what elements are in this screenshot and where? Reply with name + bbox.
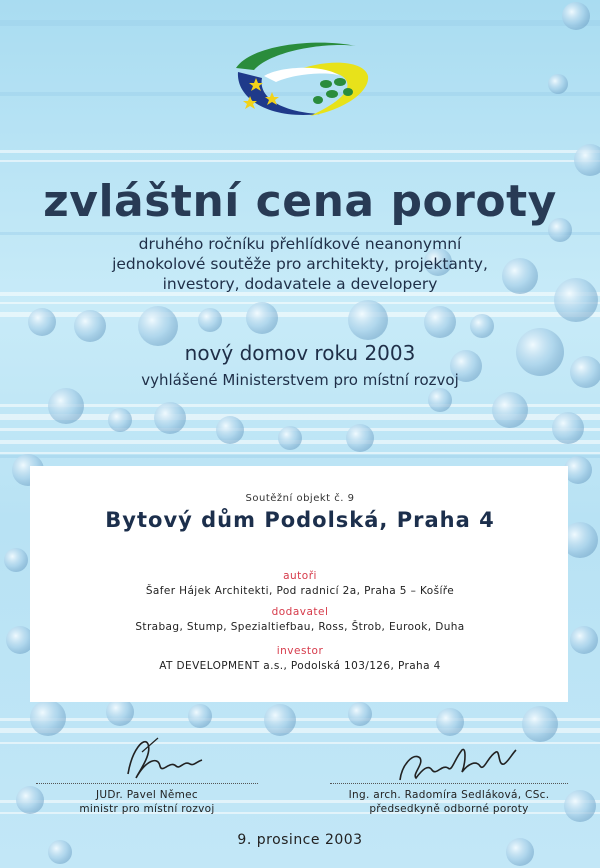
subtitle-line-1: druhého ročníku přehlídkové neanonymní (138, 235, 462, 253)
project-name: Bytový dům Podolská, Praha 4 (105, 508, 495, 532)
subtitle-line-2: jednokolové soutěže pro architekty, projektanty, (112, 255, 488, 273)
authors-label: autoři (283, 570, 317, 582)
competition-object-label: Soutěžní objekt č. 9 (245, 493, 355, 504)
supplier-label: dodavatel (271, 606, 329, 618)
award-name: nový domov roku 2003 (184, 341, 416, 365)
signatory-right-name: Ing. arch. Radomíra Sedláková, CSc. (348, 789, 550, 801)
supplier-value: Strabag, Stump, Spezialtiefbau, Ross, Štrob, Eurook, Duha (135, 621, 465, 633)
signature-left-icon (118, 730, 208, 786)
signatory-left-name: JUDr. Pavel Němec (96, 789, 198, 801)
announced-by: vyhlášené Ministerstvem pro místní rozvoj (141, 371, 459, 389)
signatory-right (320, 788, 578, 816)
signatory-right-role: předsedkyně odborné poroty (369, 803, 529, 815)
signature-line-left (36, 783, 258, 784)
certificate-date: 9. prosince 2003 (237, 832, 363, 848)
certificate-title: zvláštní cena poroty (43, 176, 557, 227)
signatory-left (36, 788, 258, 816)
signature-line-right (330, 783, 568, 784)
investor-value: AT DEVELOPMENT a.s., Podolská 103/126, Praha 4 (159, 660, 441, 672)
signature-right-icon (392, 742, 522, 786)
ministry-logo-icon (228, 36, 372, 120)
investor-label: investor (276, 645, 324, 657)
signatory-left-role: ministr pro místní rozvoj (79, 803, 215, 815)
authors-value: Šafer Hájek Architekti, Pod radnicí 2a, Praha 5 – Košíře (145, 585, 455, 597)
subtitle-line-3: investory, dodavatele a developery (162, 275, 438, 293)
